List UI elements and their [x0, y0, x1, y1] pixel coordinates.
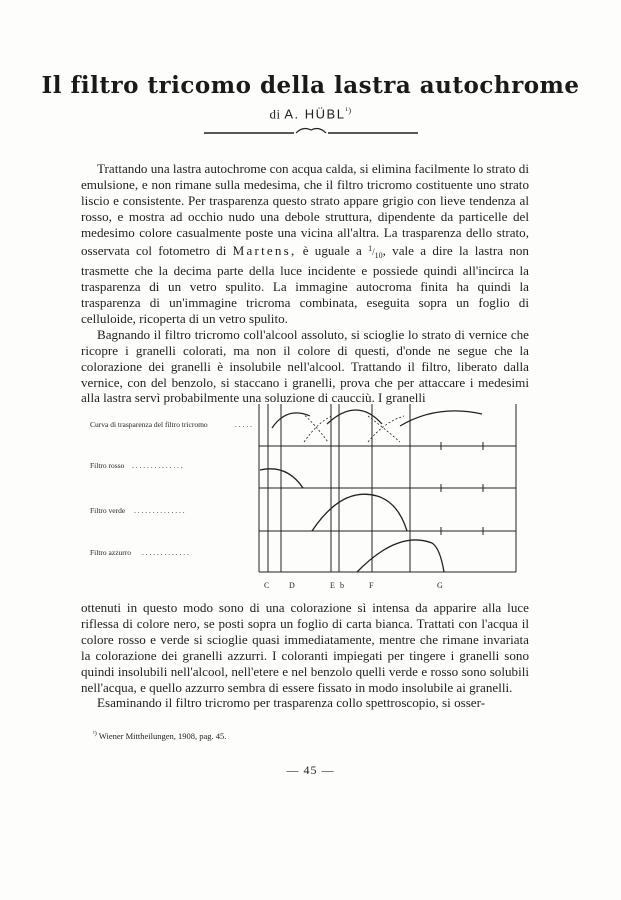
tick-label: F — [369, 581, 374, 590]
combined-transparency-curve — [272, 410, 482, 428]
footnote-mark: ¹) — [93, 731, 97, 738]
byline-prefix: di — [269, 106, 281, 122]
footnote — [93, 731, 226, 741]
label-green-filter: Filtro verde — [90, 506, 126, 515]
author-footnote-mark: ¹) — [345, 106, 352, 115]
paragraph-1-part-a: Trattando una lastra autochrome con acqua calda, si elimina facilmente lo strato di emulsione, e non rimane sulla medesima, che il filtro tricromo costituente uno strato liscio e consistente. Per trasparenza questo strato appare grigio con lieve tendenza al rosso, e mostra ad occhio nudo una debole struttura, dipendente da particelle del medesimo colore casualmente poste una vicina all'altra. La trasparenza dello strato, osservata col fotometro di — [81, 161, 529, 258]
paragraph-1-part-c: , vale a dire la lastra non trasmette che la decima parte della luce incidente e possiede quindi all'incirca la trasparenza di un vetro spulito. La immagine autocroma finita ha quindi la trasparenza di un'immagine tricroma combinata, eseguita sopra un foglio di celluloide, ricoperta di un vetro spulito. — [81, 242, 529, 326]
paragraph-2: Bagnando il filtro tricromo coll'alcool assoluto, si scioglie lo strato di vernice che ricopre i granelli colorati, ma non il colore di questi, d'onde ne segue che la colorazione dei granelli è insolubile nell'alcool. Trattando il filtro, liberato dalla vernice, con del benzolo, si staccano i granelli, prova che per attaccare i medesimi alla lastra servì probabilmente una soluzione di caucciù. I granelli — [81, 326, 529, 406]
body-text-bottom — [81, 600, 529, 711]
leader-dots: . . . . . . . . . . . . . . — [134, 506, 185, 515]
figure-frame — [259, 404, 516, 572]
label-red-filter: Filtro rosso — [90, 461, 125, 470]
paragraph-3: ottenuti in questo modo sono di una colorazione sì intensa da apparire alla luce riflessa di colore nero, se posti sopra un foglio di carta bianca. Trattati con l'acqua il colore rosso e verde si scioglie quasi immediatamente, mentre che rimane invariata la colorazione dei granelli azzurri. I coloranti impiegati per tingere i granelli sono quindi insolubili nell'alcool, nell'etere e nel benzolo quelli verde e rosso sono solubili nell'acqua, e quello azzurro sembra di essere fissato in modo insolubile ai granelli. — [81, 600, 529, 695]
paragraph-1-part-b: è uguale a — [302, 242, 362, 258]
body-text-top — [81, 161, 529, 406]
martens-name: Martens, — [232, 242, 297, 258]
leader-dots: . . . . . . . . . . . . . . — [132, 461, 183, 470]
tick-label: E — [330, 581, 335, 590]
leader-dots: . . . . . . . . . . . . . — [142, 548, 189, 557]
tick-label: b — [340, 581, 344, 590]
page-number: — 45 — — [286, 763, 335, 777]
transparency-curve-figure — [82, 398, 532, 594]
paragraph-4: Esaminando il filtro tricromo per trasparenza collo spettroscopio, si osser- — [97, 695, 486, 711]
tick-label: G — [437, 581, 443, 590]
author-name: A. HÜBL — [284, 106, 346, 122]
byline — [0, 106, 621, 122]
article-title: Il filtro tricomo della lastra autochrome — [41, 72, 580, 99]
blue-filter-curve — [357, 540, 444, 572]
tick-label: C — [264, 581, 270, 590]
tick-label: D — [289, 581, 295, 590]
title-ornament-divider — [200, 124, 422, 138]
overlap-dashed-curves — [302, 413, 404, 442]
label-blue-filter: Filtro azzurro — [90, 548, 132, 557]
footnote-text: Wiener Mittheilungen, 1908, pag. 45. — [98, 731, 227, 741]
green-filter-curve — [312, 494, 407, 531]
paragraph-1 — [81, 161, 529, 327]
label-curve: Curva di trasparenza del filtro tricromo — [90, 420, 208, 429]
leader-dots: . . . . . — [235, 420, 252, 429]
fraction-one-tenth: $^1/_{10}$ — [368, 243, 383, 260]
